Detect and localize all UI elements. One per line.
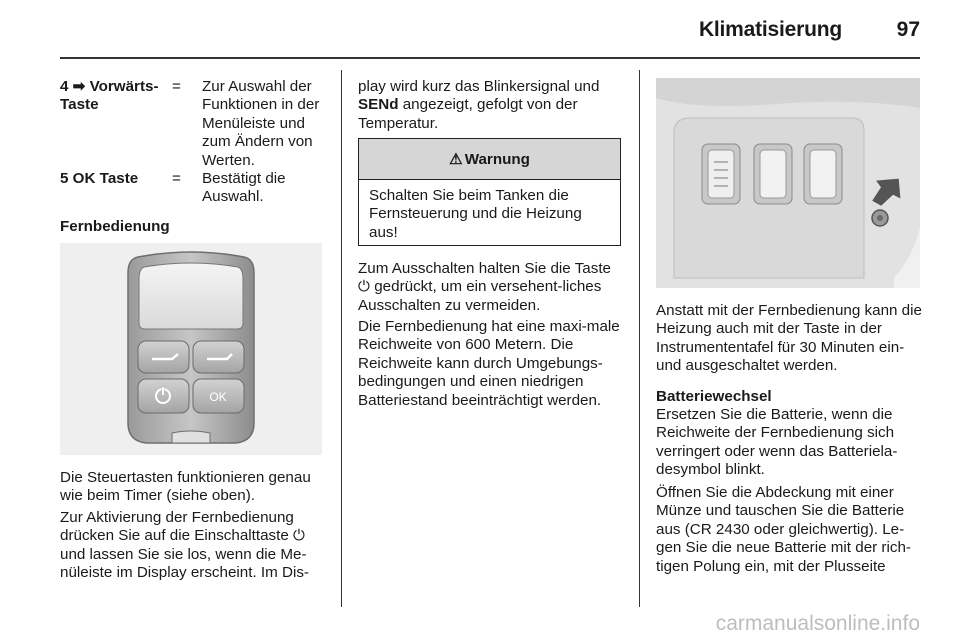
paragraph: Zur Aktivierung der Fernbedienung drücken Sie auf die Einschalttaste ⏻ und lassen Sie sie los, wenn die Me-nüleiste im Display erscheint. Im Dis- — [60, 509, 309, 582]
paragraph: Zum Ausschalten halten Sie die Taste ⏻ gedrückt, um ein versehent-liches Ausschalten zu vermeiden. — [358, 260, 611, 314]
definition-term: 5 OK Taste — [60, 170, 139, 188]
column-divider — [639, 70, 640, 607]
ok-button-label: OK — [209, 390, 227, 404]
definition-row — [60, 170, 325, 207]
paragraph: Öffnen Sie die Abdeckung mit einer Münze und tauschen Sie die Batterie aus (CR 2430 oder gleichwertig). Le-gen Sie die neue Batterie mit der rich-tigen Polung ein, mit der Plusseite — [656, 484, 911, 575]
page-number: 97 — [896, 18, 920, 41]
definition-description: Zur Auswahl der Funktionen in der Menüleiste und zum Ändern von Werten. — [202, 78, 320, 169]
paragraph: Die Steuertasten funktionieren genau wie beim Timer (siehe oben). — [60, 469, 311, 505]
warning-icon: ⚠ — [449, 151, 463, 168]
send-display-text: SENd — [358, 96, 399, 114]
dashboard-button-photo — [656, 78, 920, 288]
warning-title: Warnung — [464, 150, 530, 168]
watermark-text[interactable]: carmanualsonline.info — [715, 612, 920, 635]
remote-control-illustration — [60, 243, 322, 455]
paragraph: Die Fernbedienung hat eine maxi-male Reichweite von 600 Metern. Die Reichweite kann durch Umgebungs-bedingungen und einen niedrigen Batteriestand beeinträchtigt werden. — [358, 318, 620, 409]
instrument-panel-icon — [656, 78, 920, 288]
definition-row — [60, 78, 325, 170]
definition-equals: = — [172, 170, 181, 188]
definition-term: 4 ➡ Vorwärts-Taste — [60, 78, 159, 114]
paragraph: Ersetzen Sie die Batterie, wenn die Reichweite der Fernbedienung sich verringert oder wenn das Batteriela-desymbol blinkt. — [656, 406, 898, 479]
definition-list — [60, 78, 325, 207]
warning-box — [358, 138, 621, 246]
page-title: Klimatisierung — [698, 18, 842, 41]
section-heading-battery: Batteriewechsel — [656, 388, 772, 405]
warning-header — [359, 139, 620, 180]
paragraph-text: angezeigt, gefolgt von der Temperatur. — [358, 96, 578, 132]
paragraph — [358, 78, 623, 133]
remote-control-icon — [60, 243, 322, 455]
warning-text: Schalten Sie beim Tanken die Fernsteuerung und die Heizung aus! — [369, 187, 582, 241]
column-divider — [341, 70, 342, 607]
definition-description: Bestätigt die Auswahl. — [202, 170, 286, 206]
header-divider — [60, 57, 920, 59]
paragraph-text: play wird kurz das Blinkersignal und — [358, 78, 600, 95]
section-heading-remote: Fernbedienung — [60, 218, 170, 235]
definition-equals: = — [172, 78, 181, 95]
paragraph: Anstatt mit der Fernbedienung kann die Heizung auch mit der Taste in der Instrumententafel für 30 Minuten ein- und ausgeschaltet werden. — [656, 302, 922, 375]
